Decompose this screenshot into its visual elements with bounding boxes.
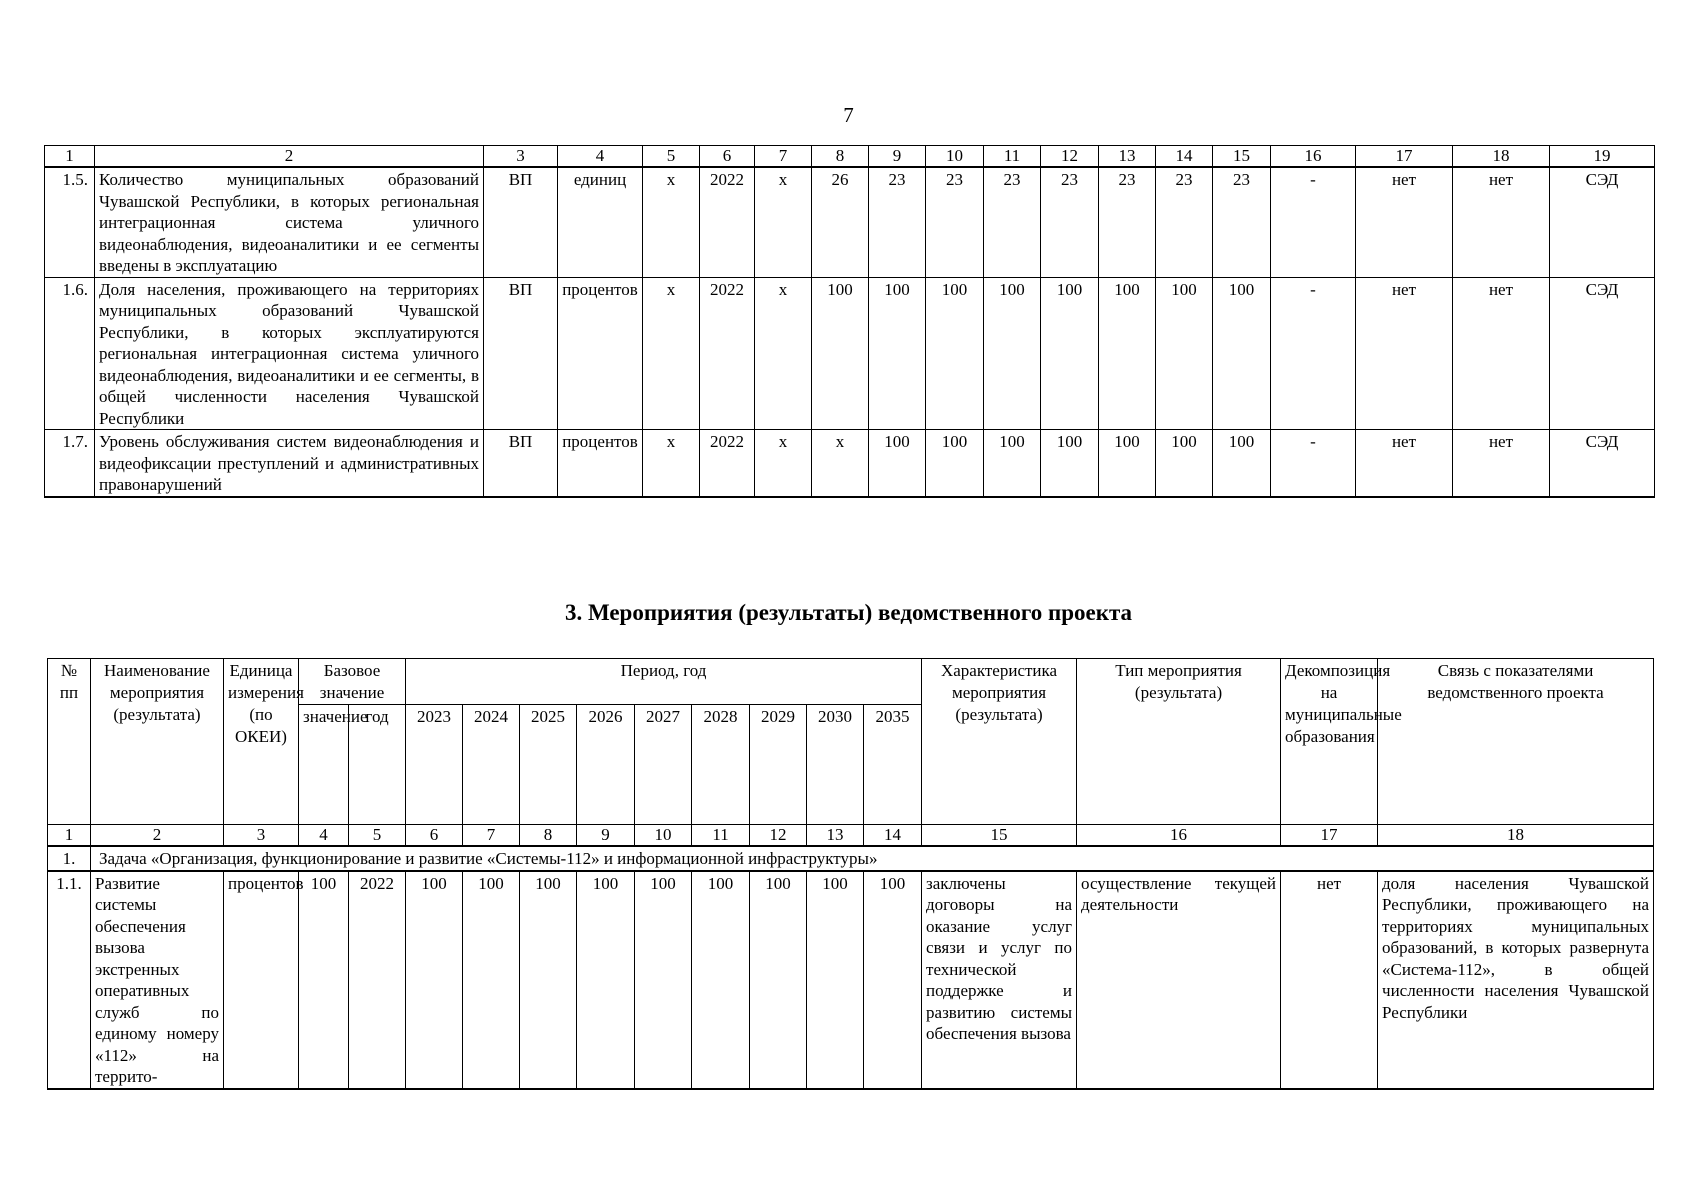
task-number: 1.: [48, 846, 91, 871]
col-number: 6: [406, 825, 463, 847]
header-base-year: год: [349, 705, 406, 825]
table-cell: х: [755, 167, 812, 277]
table-cell: 23: [926, 167, 984, 277]
section-title: 3. Мероприятия (результаты) ведомственного проекта: [564, 600, 1133, 625]
table-row: [45, 277, 1655, 430]
base-value: 100: [299, 871, 349, 1089]
col-number: 2: [95, 146, 484, 168]
header-year: 2025: [520, 705, 577, 825]
col-number: 4: [299, 825, 349, 847]
table-cell: 2022: [700, 167, 755, 277]
col-number: 11: [692, 825, 750, 847]
header-name: Наименование мероприятия (результата): [91, 659, 224, 825]
col-number: 15: [922, 825, 1077, 847]
col-number: 8: [520, 825, 577, 847]
table-cell: единиц: [558, 167, 643, 277]
table-cell: 100: [926, 277, 984, 430]
indicator-name: Количество муниципальных образований Чувашской Республики, в которых региональная интеграционная система уличного видеонаблюдения, видеоаналитики и ее сегменты введены в эксплуатацию: [95, 167, 484, 277]
col-number: 1: [48, 825, 91, 847]
col-number: 19: [1550, 146, 1655, 168]
col-number: 16: [1271, 146, 1356, 168]
table-cell: х: [812, 430, 869, 497]
year-value: 100: [463, 871, 520, 1089]
col-number: 12: [750, 825, 807, 847]
col-number: 10: [926, 146, 984, 168]
row-number: 1.6.: [45, 277, 95, 430]
year-value: 100: [692, 871, 750, 1089]
column-number-row: [48, 825, 1654, 847]
header-year: 2028: [692, 705, 750, 825]
table-cell: 26: [812, 167, 869, 277]
year-value: 100: [406, 871, 463, 1089]
table-cell: х: [643, 277, 700, 430]
year-value: 100: [864, 871, 922, 1089]
column-number-row: [45, 146, 1655, 168]
table-cell: 100: [984, 277, 1041, 430]
table-row: [45, 167, 1655, 277]
table-cell: 100: [1156, 277, 1213, 430]
col-number: 14: [1156, 146, 1213, 168]
header-year: 2024: [463, 705, 520, 825]
row-number: 1.7.: [45, 430, 95, 497]
col-number: 17: [1356, 146, 1453, 168]
col-number: 14: [864, 825, 922, 847]
table-cell: 100: [869, 430, 926, 497]
table-cell: ВП: [484, 167, 558, 277]
activity-type: осуществление текущей деятельности: [1077, 871, 1281, 1089]
table-cell: 100: [1099, 430, 1156, 497]
header-year: 2026: [577, 705, 635, 825]
col-number: 13: [807, 825, 864, 847]
table-row: [48, 871, 1654, 1089]
table-cell: СЭД: [1550, 167, 1655, 277]
table-cell: -: [1271, 430, 1356, 497]
year-value: 100: [807, 871, 864, 1089]
col-number: 9: [869, 146, 926, 168]
table-cell: 23: [1213, 167, 1271, 277]
task-row: [48, 846, 1654, 871]
activity-link: доля населения Чувашской Республики, проживающего на территориях муниципальных образований, в которых развернута «Система-112», в общей численности населения Чувашской Республики: [1378, 871, 1654, 1089]
activity-unit: процентов: [224, 871, 299, 1089]
header-unit: Единица измерения (по ОКЕИ): [224, 659, 299, 825]
task-title: Задача «Организация, функционирование и развитие «Системы-112» и информационной инфраструктуры»: [91, 846, 1654, 871]
page-number: 7: [843, 103, 854, 127]
header-decomposition: Декомпозиция на муниципальные образования: [1281, 659, 1378, 825]
col-number: 16: [1077, 825, 1281, 847]
table-cell: 100: [926, 430, 984, 497]
table-cell: 100: [1041, 430, 1099, 497]
table-cell: СЭД: [1550, 430, 1655, 497]
table-header-row: [48, 659, 1654, 705]
col-number: 1: [45, 146, 95, 168]
table-cell: 100: [1213, 277, 1271, 430]
col-number: 7: [463, 825, 520, 847]
table-cell: СЭД: [1550, 277, 1655, 430]
header-base-value: значение: [299, 705, 349, 825]
header-link: Связь с показателями ведомственного проекта: [1378, 659, 1654, 825]
header-year: 2030: [807, 705, 864, 825]
col-number: 18: [1378, 825, 1654, 847]
table-cell: 23: [984, 167, 1041, 277]
col-number: 13: [1099, 146, 1156, 168]
activity-name: Развитие системы обеспечения вызова экстренных оперативных служб по единому номеру «112» на террито-: [91, 871, 224, 1089]
table-cell: х: [643, 430, 700, 497]
col-number: 17: [1281, 825, 1378, 847]
col-number: 6: [700, 146, 755, 168]
col-number: 7: [755, 146, 812, 168]
table-cell: 23: [1041, 167, 1099, 277]
indicator-name: Доля населения, проживающего на территориях муниципальных образований Чувашской Республики, в которых эксплуатируются региональная интеграционная система уличного видеонаблюдения, видеоаналитики и ее сегменты, в общей численности населения Чувашской Республики: [95, 277, 484, 430]
col-number: 5: [349, 825, 406, 847]
col-number: 18: [1453, 146, 1550, 168]
table-cell: 100: [1041, 277, 1099, 430]
table-cell: нет: [1356, 167, 1453, 277]
table-cell: 2022: [700, 430, 755, 497]
header-year: 2029: [750, 705, 807, 825]
table-cell: нет: [1356, 277, 1453, 430]
table-cell: 2022: [700, 277, 755, 430]
header-year: 2035: [864, 705, 922, 825]
indicator-name: Уровень обслуживания систем видеонаблюдения и видеофиксации преступлений и административных правонарушений: [95, 430, 484, 497]
table-row: [45, 430, 1655, 497]
table-cell: нет: [1356, 430, 1453, 497]
table-cell: -: [1271, 277, 1356, 430]
table-cell: ВП: [484, 277, 558, 430]
table-cell: 100: [1213, 430, 1271, 497]
table-cell: х: [755, 277, 812, 430]
table-cell: х: [755, 430, 812, 497]
header-characteristic: Характеристика мероприятия (результата): [922, 659, 1077, 825]
base-year: 2022: [349, 871, 406, 1089]
year-value: 100: [635, 871, 692, 1089]
table-cell: нет: [1453, 277, 1550, 430]
activity-characteristic: заключены договоры на оказание услуг связи и услуг по технической поддержке и развитию системы обеспечения вызова: [922, 871, 1077, 1089]
col-number: 9: [577, 825, 635, 847]
table-cell: -: [1271, 167, 1356, 277]
row-number: 1.5.: [45, 167, 95, 277]
col-number: 5: [643, 146, 700, 168]
table-cell: 100: [812, 277, 869, 430]
col-number: 2: [91, 825, 224, 847]
table-cell: 100: [1156, 430, 1213, 497]
header-year: 2027: [635, 705, 692, 825]
row-number: 1.1.: [48, 871, 91, 1089]
table-cell: 100: [869, 277, 926, 430]
header-year: 2023: [406, 705, 463, 825]
header-period: Период, год: [406, 659, 922, 705]
table-cell: х: [643, 167, 700, 277]
col-number: 11: [984, 146, 1041, 168]
year-value: 100: [750, 871, 807, 1089]
table-cell: 100: [1099, 277, 1156, 430]
header-type: Тип мероприятия (результата): [1077, 659, 1281, 825]
col-number: 12: [1041, 146, 1099, 168]
col-number: 8: [812, 146, 869, 168]
table-cell: процентов: [558, 430, 643, 497]
table-cell: 23: [869, 167, 926, 277]
indicators-table: [44, 145, 1655, 498]
year-value: 100: [577, 871, 635, 1089]
table-cell: нет: [1453, 430, 1550, 497]
table-cell: 100: [984, 430, 1041, 497]
col-number: 4: [558, 146, 643, 168]
activities-table: [47, 658, 1654, 1090]
table-cell: ВП: [484, 430, 558, 497]
header-num: № пп: [48, 659, 91, 825]
table-cell: 23: [1099, 167, 1156, 277]
col-number: 15: [1213, 146, 1271, 168]
table-cell: 23: [1156, 167, 1213, 277]
table-cell: нет: [1453, 167, 1550, 277]
header-base: Базовое значение: [299, 659, 406, 705]
activity-decomposition: нет: [1281, 871, 1378, 1089]
col-number: 3: [224, 825, 299, 847]
year-value: 100: [520, 871, 577, 1089]
col-number: 10: [635, 825, 692, 847]
col-number: 3: [484, 146, 558, 168]
table-cell: процентов: [558, 277, 643, 430]
